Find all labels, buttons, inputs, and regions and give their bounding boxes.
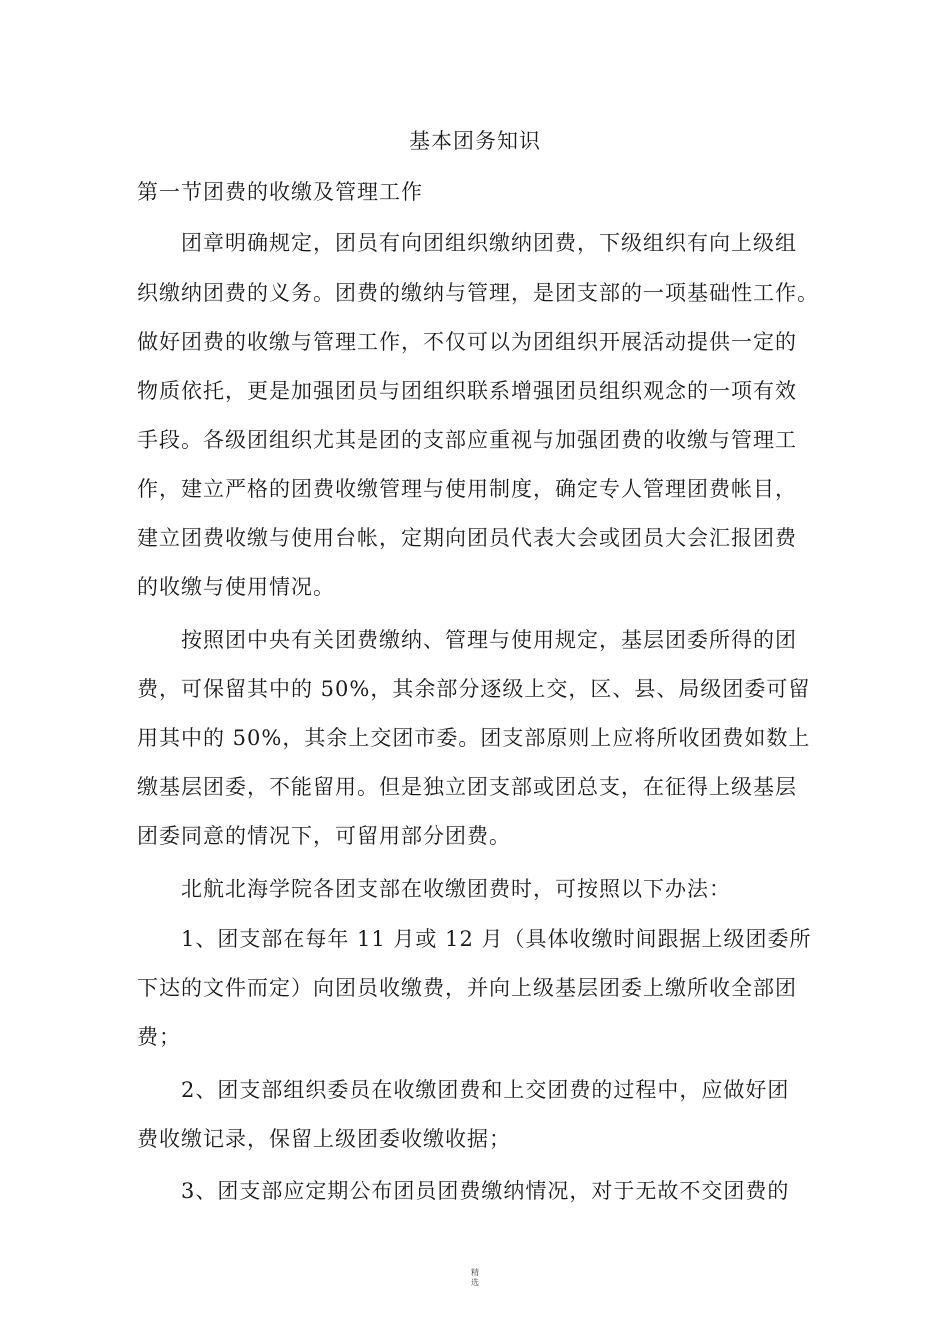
paragraph-line: 的收缴与使用情况。 [137, 575, 335, 599]
paragraph-line: 团章明确规定，团员有向团组织缴纳团费，下级组织有向上级组 [137, 231, 797, 255]
paragraph-line: 作，建立严格的团费收缴管理与使用制度，确定专人管理团费帐目， [137, 477, 797, 501]
paragraph-line: 用其中的 50%，其余上交团市委。团支部原则上应将所收团费如数上 [137, 726, 811, 750]
section-heading: 第一节团费的收缴及管理工作 [137, 180, 423, 204]
paragraph-line: 建立团费收缴与使用台帐，定期向团员代表大会或团员大会汇报团费 [137, 526, 797, 550]
paragraph-line: 做好团费的收缴与管理工作，不仅可以为团组织开展活动提供一定的 [137, 330, 797, 354]
list-item-line: 费收缴记录，保留上级团委收缴收据； [137, 1127, 511, 1151]
page-footer-mark: 精 选 [471, 1268, 479, 1287]
paragraph-line: 费，可保留其中的 50%，其余部分逐级上交，区、县、局级团委可留 [137, 677, 811, 701]
list-item-line: 下达的文件而定）向团员收缴费，并向上级基层团委上缴所收全部团 [137, 976, 797, 1000]
page-title: 基本团务知识 [409, 129, 541, 153]
paragraph-line: 北航北海学院各团支部在收缴团费时，可按照以下办法： [137, 877, 731, 901]
list-item-line: 3、团支部应定期公布团员团费缴纳情况，对于无故不交团费的 [137, 1179, 790, 1203]
paragraph-line: 手段。各级团组织尤其是团的支部应重视与加强团费的收缴与管理工 [137, 428, 797, 452]
list-item-line: 1、团支部在每年 11 月或 12 月（具体收缴时间跟据上级团委所 [137, 927, 812, 951]
paragraph-line: 织缴纳团费的义务。团费的缴纳与管理，是团支部的一项基础性工作。 [137, 281, 819, 305]
paragraph-line: 团委同意的情况下，可留用部分团费。 [137, 824, 511, 848]
list-item-line: 2、团支部组织委员在收缴团费和上交团费的过程中，应做好团 [137, 1078, 790, 1102]
list-item-line: 费； [137, 1025, 181, 1049]
paragraph-line: 物质依托，更是加强团员与团组织联系增强团员组织观念的一项有效 [137, 379, 797, 403]
paragraph-line: 缴基层团委，不能留用。但是独立团支部或团总支，在征得上级基层 [137, 775, 797, 799]
paragraph-line: 按照团中央有关团费缴纳、管理与使用规定，基层团委所得的团 [137, 628, 797, 652]
